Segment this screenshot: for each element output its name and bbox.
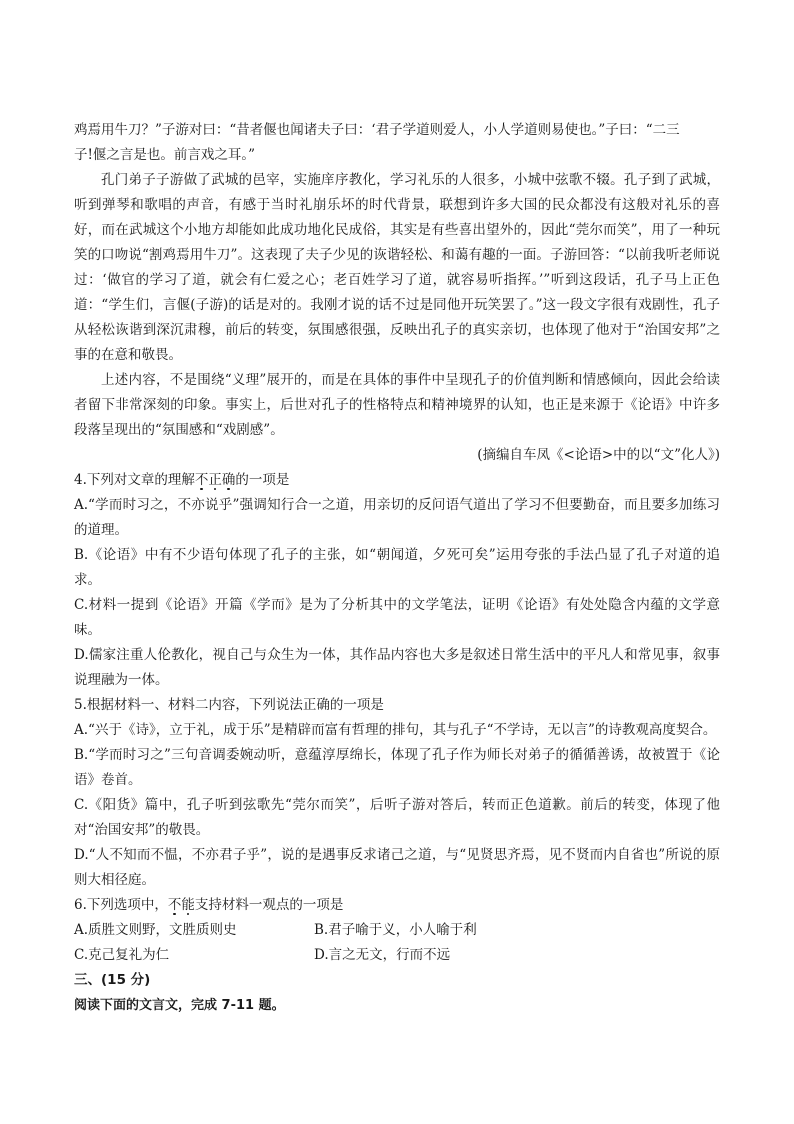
question-stem: 6.下列选项中，不能支持材料一观点的一项是 bbox=[74, 897, 344, 913]
option-d: D.“人不知而不愠，不亦君子乎”，说的是遇事反求诸己之道，与“见贤思齐焉，见不贤而内自省也”所说的原则大相径庭。 bbox=[74, 847, 720, 888]
emphasis-char: 能 bbox=[181, 897, 195, 913]
passage-line: 鸡焉用牛刀？”子游对曰：“昔者偃也闻诸夫子曰：‘君子学道则爱人，小人学道则易使也。”子曰：“二三 bbox=[74, 122, 680, 138]
question-6 bbox=[74, 893, 720, 968]
option-c: C.材料一提到《论语》开篇《学而》是为了分析其中的文学笔法，证明《论语》有处处隐含内蕴的文学意味。 bbox=[74, 597, 720, 638]
option-d: D.言之无文，行而不远 bbox=[314, 947, 451, 963]
question-stem: 5.根据材料一、材料二内容，下列说法正确的一项是 bbox=[74, 697, 384, 713]
question-stem: 4.下列对文章的理解不正确的一项是 bbox=[74, 472, 290, 488]
emphasis-char: 不 bbox=[194, 472, 209, 488]
emphasis-char: 正 bbox=[208, 472, 222, 488]
question-4 bbox=[74, 468, 720, 693]
option-a: A.“学而时习之，不亦说乎”强调知行合一之道，用亲切的反问语气道出了学习不但要勤奋，而且要多加练习的道理。 bbox=[74, 497, 720, 538]
section-3 bbox=[74, 968, 720, 1018]
option-c: C.《阳货》篇中，孔子听到弦歌先“莞尔而笑”，后听子游对答后，转而正色道歉。前后的转变，体现了他对“治国安邦”的敬畏。 bbox=[74, 797, 720, 838]
passage-line: 子!偃之言是也。前言戏之耳。” bbox=[74, 147, 256, 163]
passage-paragraph: 孔门弟子子游做了武城的邑宰，实施庠序教化，学习礼乐的人很多，小城中弦歌不辍。孔子到了武城，听到弹琴和歌唱的声音，有感于当时礼崩乐坏的时代背景，联想到许多大国的民众都没有这般对礼乐的喜好，而在武城这个小地方却能如此成功地化民成俗，其实是有些喜出望外的，因此“莞尔而笑”，用了一种玩笑的口吻说“割鸡焉用牛刀”。这表现了夫子少见的诙谐轻松、和蔼有趣的一面。子游回答：“以前我听老师说过：‘做官的学习了道，就会有仁爱之心；老百姓学习了道，就容易听指挥。’”听到这段话，孔子马上正色道：“学生们，言偃(子游)的话是对的。我刚才说的话不过是同他开玩笑罢了。”这一段文字很有戏剧性，孔子从轻松诙谐到深沉肃穆，前后的转变，氛围感很强，反映出孔子的真实亲切，也体现了他对于“治国安邦”之事的在意和敬畏。 bbox=[74, 172, 720, 363]
option-b: B.“学而时习之”三句音调委婉动听，意蕴淳厚绵长，体现了孔子作为师长对弟子的循循善诱，故被置于《论语》卷首。 bbox=[74, 747, 720, 788]
passage-paragraph: 上述内容，不是围绕“义理”展开的，而是在具体的事件中呈现孔子的价值判断和情感倾向，因此会给读者留下非常深刻的印象。事实上，后世对孔子的性格特点和精神境界的认知，也正是来源于《论语》中许多段落呈现出的“氛围感和“戏剧感”。 bbox=[74, 372, 720, 438]
question-5 bbox=[74, 693, 720, 893]
passage-source: (摘编自车凤《<论语>中的以“文”化人》) bbox=[477, 447, 720, 463]
option-grid bbox=[74, 918, 720, 968]
emphasis-text bbox=[195, 472, 236, 488]
emphasis-char: 确 bbox=[221, 472, 236, 488]
option-b: B.君子喻于义，小人喻于利 bbox=[314, 922, 477, 938]
section-instruction: 阅读下面的文言文，完成 7-11 题。 bbox=[74, 998, 285, 1013]
option-a: A.质胜文则野，文胜质则史 bbox=[74, 922, 237, 938]
section-title: 三、(15 分) bbox=[74, 972, 151, 988]
emphasis-text bbox=[168, 897, 195, 913]
option-a: A.“兴于《诗》，立于礼，成于乐”是精辟而富有哲理的排句，其与孔子“不学诗，无以言”的诗教观高度契合。 bbox=[74, 722, 717, 738]
option-d: D.儒家注重人伦教化，视自己与众生为一体，其作品内容也大多是叙述日常生活中的平凡人和常见事，叙事说理融为一体。 bbox=[74, 647, 720, 688]
option-b: B.《论语》中有不少语句体现了孔子的主张，如“朝闻道，夕死可矣”运用夸张的手法凸显了孔子对道的追求。 bbox=[74, 547, 720, 588]
emphasis-char: 不 bbox=[167, 897, 182, 913]
passage bbox=[74, 118, 720, 468]
option-c: C.克己复礼为仁 bbox=[74, 947, 170, 963]
